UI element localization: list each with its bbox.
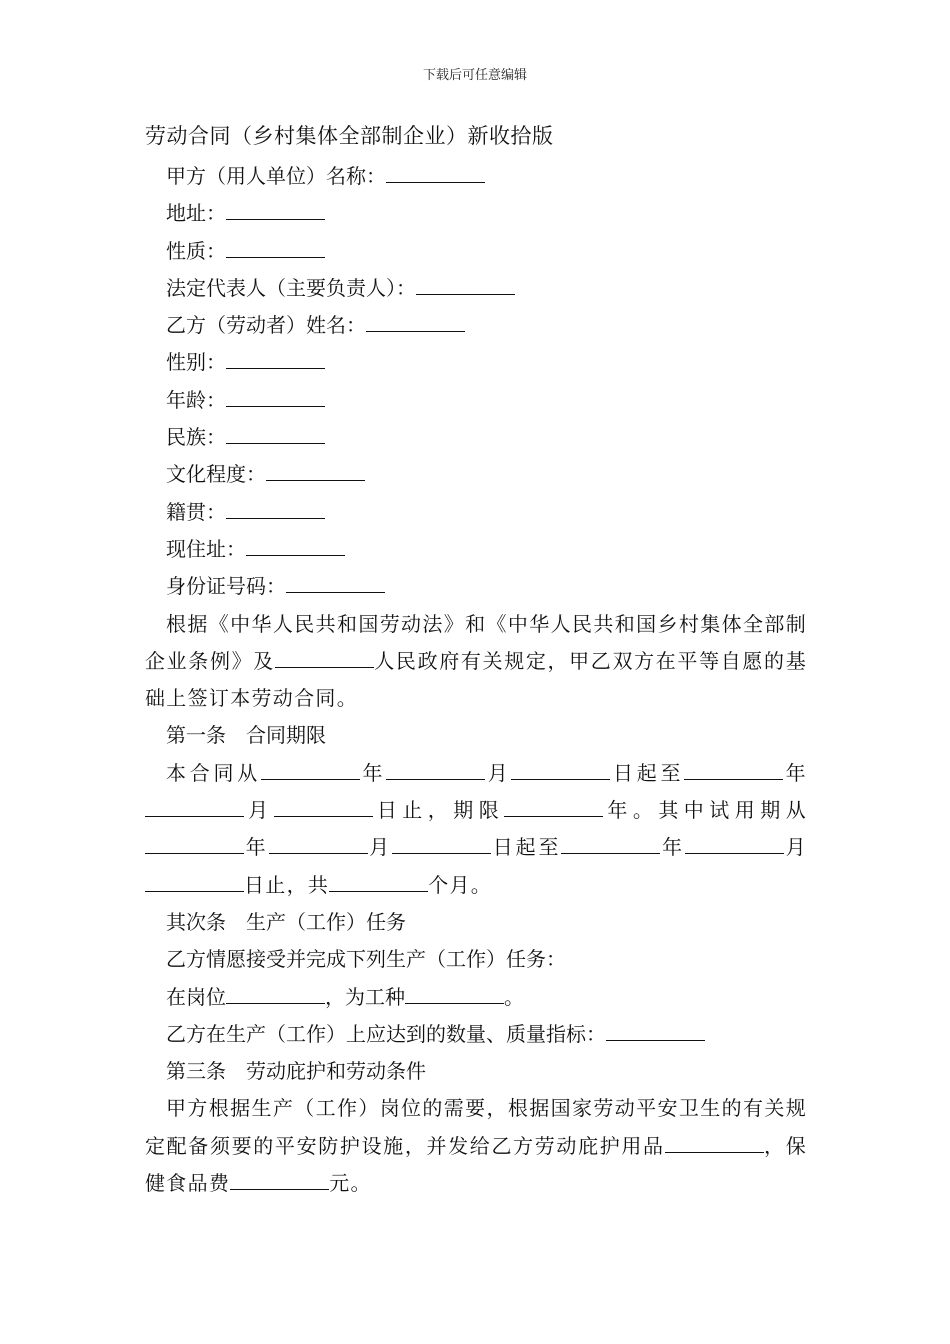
origin-row xyxy=(145,494,807,531)
health-food-fee-field[interactable] xyxy=(230,1171,329,1190)
end-year-field[interactable] xyxy=(684,761,783,780)
party-b-name-field[interactable] xyxy=(366,313,465,332)
contract-term-paragraph xyxy=(145,755,807,904)
article-1-heading: 第一条 合同期限 xyxy=(166,723,326,748)
nature-field[interactable] xyxy=(226,239,325,258)
quota-field[interactable] xyxy=(606,1022,705,1041)
address-field[interactable] xyxy=(226,201,325,220)
end-day-field[interactable] xyxy=(274,798,373,817)
document-body xyxy=(145,121,807,1202)
trial-end-month-field[interactable] xyxy=(685,835,784,854)
party-a-name-field[interactable] xyxy=(386,164,485,183)
job-type-label: ，为工种 xyxy=(325,984,405,1009)
term-text: 月 xyxy=(784,835,807,860)
article-3-heading: 第三条 劳动庇护和劳动条件 xyxy=(166,1059,426,1084)
nature-row xyxy=(145,233,807,270)
trial-start-day-field[interactable] xyxy=(392,835,491,854)
party-b-name-row xyxy=(145,307,807,344)
term-text: 月 xyxy=(367,835,393,860)
health-food-label: ，保健食品费 xyxy=(145,1133,807,1196)
ethnicity-row xyxy=(145,419,807,456)
age-row xyxy=(145,382,807,419)
article-3-paragraph xyxy=(145,1090,807,1202)
period-mark: 。 xyxy=(504,984,524,1009)
term-text: 年。其中试用期从 xyxy=(603,798,807,823)
gender-label: 性别： xyxy=(166,350,226,375)
term-text: 年 xyxy=(244,835,269,860)
term-text: 个月。 xyxy=(428,872,493,897)
education-row xyxy=(145,456,807,493)
legal-rep-label: 法定代表人（主要负责人）： xyxy=(166,275,416,300)
term-text: 年 xyxy=(660,835,686,860)
start-day-field[interactable] xyxy=(511,761,610,780)
trial-months-field[interactable] xyxy=(329,873,428,892)
start-month-field[interactable] xyxy=(386,761,485,780)
id-number-field[interactable] xyxy=(286,574,385,593)
address-label: 地址： xyxy=(166,201,226,226)
legal-rep-row xyxy=(145,270,807,307)
origin-label: 籍贯： xyxy=(166,499,226,524)
term-text: 月 xyxy=(485,760,512,785)
article-2-line-2 xyxy=(145,979,807,1016)
term-years-field[interactable] xyxy=(504,798,603,817)
term-text: 日起至 xyxy=(610,760,685,785)
yuan-label: 元。 xyxy=(329,1171,372,1196)
trial-start-year-field[interactable] xyxy=(145,835,244,854)
party-b-name-label: 乙方（劳动者）姓名： xyxy=(166,313,366,338)
term-text: 日止，期限 xyxy=(372,798,505,823)
preamble-text-1: 根据《中华人民共和国劳动法》和《中华人民共和国乡村集体全部制企业条例》及 xyxy=(145,611,807,673)
end-month-field[interactable] xyxy=(145,798,244,817)
article-2-line-1: 乙方情愿接受并完成下列生产（工作）任务： xyxy=(166,947,566,972)
start-year-field[interactable] xyxy=(261,761,360,780)
id-number-label: 身份证号码： xyxy=(166,574,286,599)
age-field[interactable] xyxy=(226,388,325,407)
term-text: 日起至 xyxy=(491,835,562,860)
legal-rep-field[interactable] xyxy=(416,276,515,295)
term-text: 年 xyxy=(783,760,807,785)
preamble-text-2: 人民政府有关规定，甲乙双方在平等自愿的基础上签订本劳动合同。 xyxy=(145,648,807,711)
residence-field[interactable] xyxy=(246,537,345,556)
document-title: 劳动合同（乡村集体全部制企业）新收拾版 xyxy=(145,124,554,148)
term-text: 本合同从 xyxy=(166,760,262,785)
post-field[interactable] xyxy=(226,985,325,1004)
ethnicity-label: 民族： xyxy=(166,425,226,450)
origin-field[interactable] xyxy=(226,500,325,519)
government-field[interactable] xyxy=(275,649,374,668)
article-2-line-3 xyxy=(145,1016,807,1053)
gender-row xyxy=(145,344,807,381)
article-2-heading: 其次条 生产（工作）任务 xyxy=(166,909,406,934)
protection-text: 甲方根据生产（工作）岗位的需要，根据国家劳动平安卫生的有关规定配备须要的平安防护设施，并发给乙方劳动庇护用品 xyxy=(145,1096,807,1158)
party-a-name-label: 甲方（用人单位）名称： xyxy=(166,164,386,188)
term-text: 日止，共 xyxy=(244,872,330,897)
party-a-name-row xyxy=(145,158,807,195)
trial-end-year-field[interactable] xyxy=(561,835,660,854)
education-field[interactable] xyxy=(266,462,365,481)
residence-label: 现住址： xyxy=(166,536,246,561)
protective-supplies-field[interactable] xyxy=(665,1134,764,1153)
post-label: 在岗位 xyxy=(166,984,226,1009)
header-note: 下载后可任意编辑 xyxy=(422,68,527,83)
quota-label: 乙方在生产（工作）上应达到的数量、质量指标： xyxy=(166,1021,606,1046)
term-text: 年 xyxy=(360,760,387,785)
id-number-row xyxy=(145,568,807,605)
term-text: 月 xyxy=(244,798,274,823)
ethnicity-field[interactable] xyxy=(226,425,325,444)
trial-start-month-field[interactable] xyxy=(269,835,368,854)
age-label: 年龄： xyxy=(166,387,226,412)
gender-field[interactable] xyxy=(226,350,325,369)
education-label: 文化程度： xyxy=(166,462,266,487)
nature-label: 性质： xyxy=(166,238,226,263)
residence-row xyxy=(145,531,807,568)
trial-end-day-field[interactable] xyxy=(145,873,244,892)
job-type-field[interactable] xyxy=(405,985,504,1004)
preamble-paragraph xyxy=(145,606,807,718)
address-row xyxy=(145,195,807,232)
